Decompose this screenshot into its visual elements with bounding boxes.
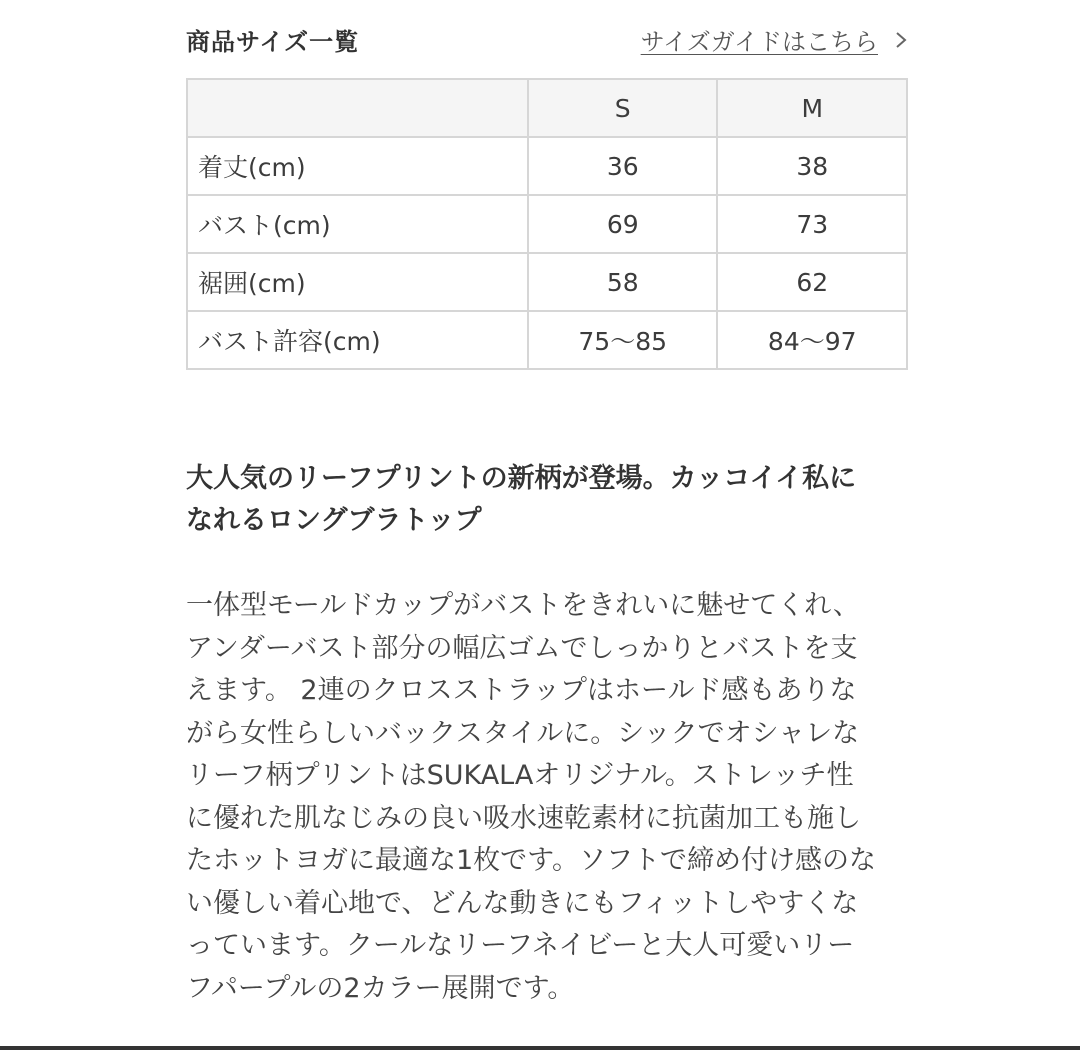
size-guide-link-text[interactable]: サイズガイドはこちら: [640, 28, 878, 56]
description-line: っています。クールなリーフネイビーと大人可愛いリー: [186, 930, 855, 961]
headline-line: なれるロングブラトップ: [186, 505, 482, 536]
description-line: リーフ柄プリントはSUKALAオリジナル。ストレッチ性: [186, 760, 854, 791]
row-label: 着丈(cm): [187, 137, 528, 195]
table-row: [187, 195, 907, 253]
size-s-value: 75〜85: [528, 311, 718, 369]
size-table-header-row: [187, 79, 907, 137]
row-label: バスト(cm): [187, 195, 528, 253]
size-m-header: M: [717, 79, 907, 137]
description-line: がら女性らしいバックスタイルに。シックでオシャレな: [186, 717, 860, 749]
table-row: [187, 137, 907, 195]
size-table: [186, 78, 908, 370]
size-m-value: 62: [717, 253, 907, 311]
size-m-value: 73: [717, 195, 907, 253]
chevron-right-icon: [892, 28, 910, 52]
size-table-corner-cell: [187, 79, 528, 137]
size-s-header: S: [528, 79, 718, 137]
description-line: に優れた肌なじみの良い吸水速乾素材に抗菌加工も施し: [186, 802, 861, 834]
description-line: アンダーバスト部分の幅広ゴムでしっかりとバストを支: [186, 632, 858, 664]
description-line: フパープルの2カラー展開です。: [186, 972, 575, 1004]
size-s-value: 58: [528, 253, 718, 311]
product-headline: [186, 458, 906, 542]
table-row: [187, 253, 907, 311]
description-line: えます。 2連のクロスストラップはホールド感もありな: [186, 675, 857, 706]
size-list-title: 商品サイズ一覧: [186, 28, 360, 56]
headline-line: 大人気のリーフプリントの新柄が登場。カッコイイ私に: [186, 463, 857, 494]
description-line: 一体型モールドカップがバストをきれいに魅せてくれ、: [186, 590, 860, 621]
bottom-divider: [0, 1046, 1080, 1050]
size-list-header: [186, 18, 910, 58]
size-s-value: 36: [528, 137, 718, 195]
description-line: い優しい着心地で、どんな動きにもフィットしやすくな: [186, 887, 859, 919]
row-label: 裾囲(cm): [187, 253, 528, 311]
row-label: バスト許容(cm): [187, 311, 528, 369]
size-guide-link[interactable]: [641, 22, 910, 57]
size-m-value: 38: [717, 137, 907, 195]
description-line: たホットヨガに最適な1枚です。ソフトで締め付け感のな: [186, 845, 877, 876]
table-row: [187, 311, 907, 369]
size-m-value: 84〜97: [717, 311, 907, 369]
size-s-value: 69: [528, 195, 718, 253]
product-description: [186, 585, 906, 1010]
